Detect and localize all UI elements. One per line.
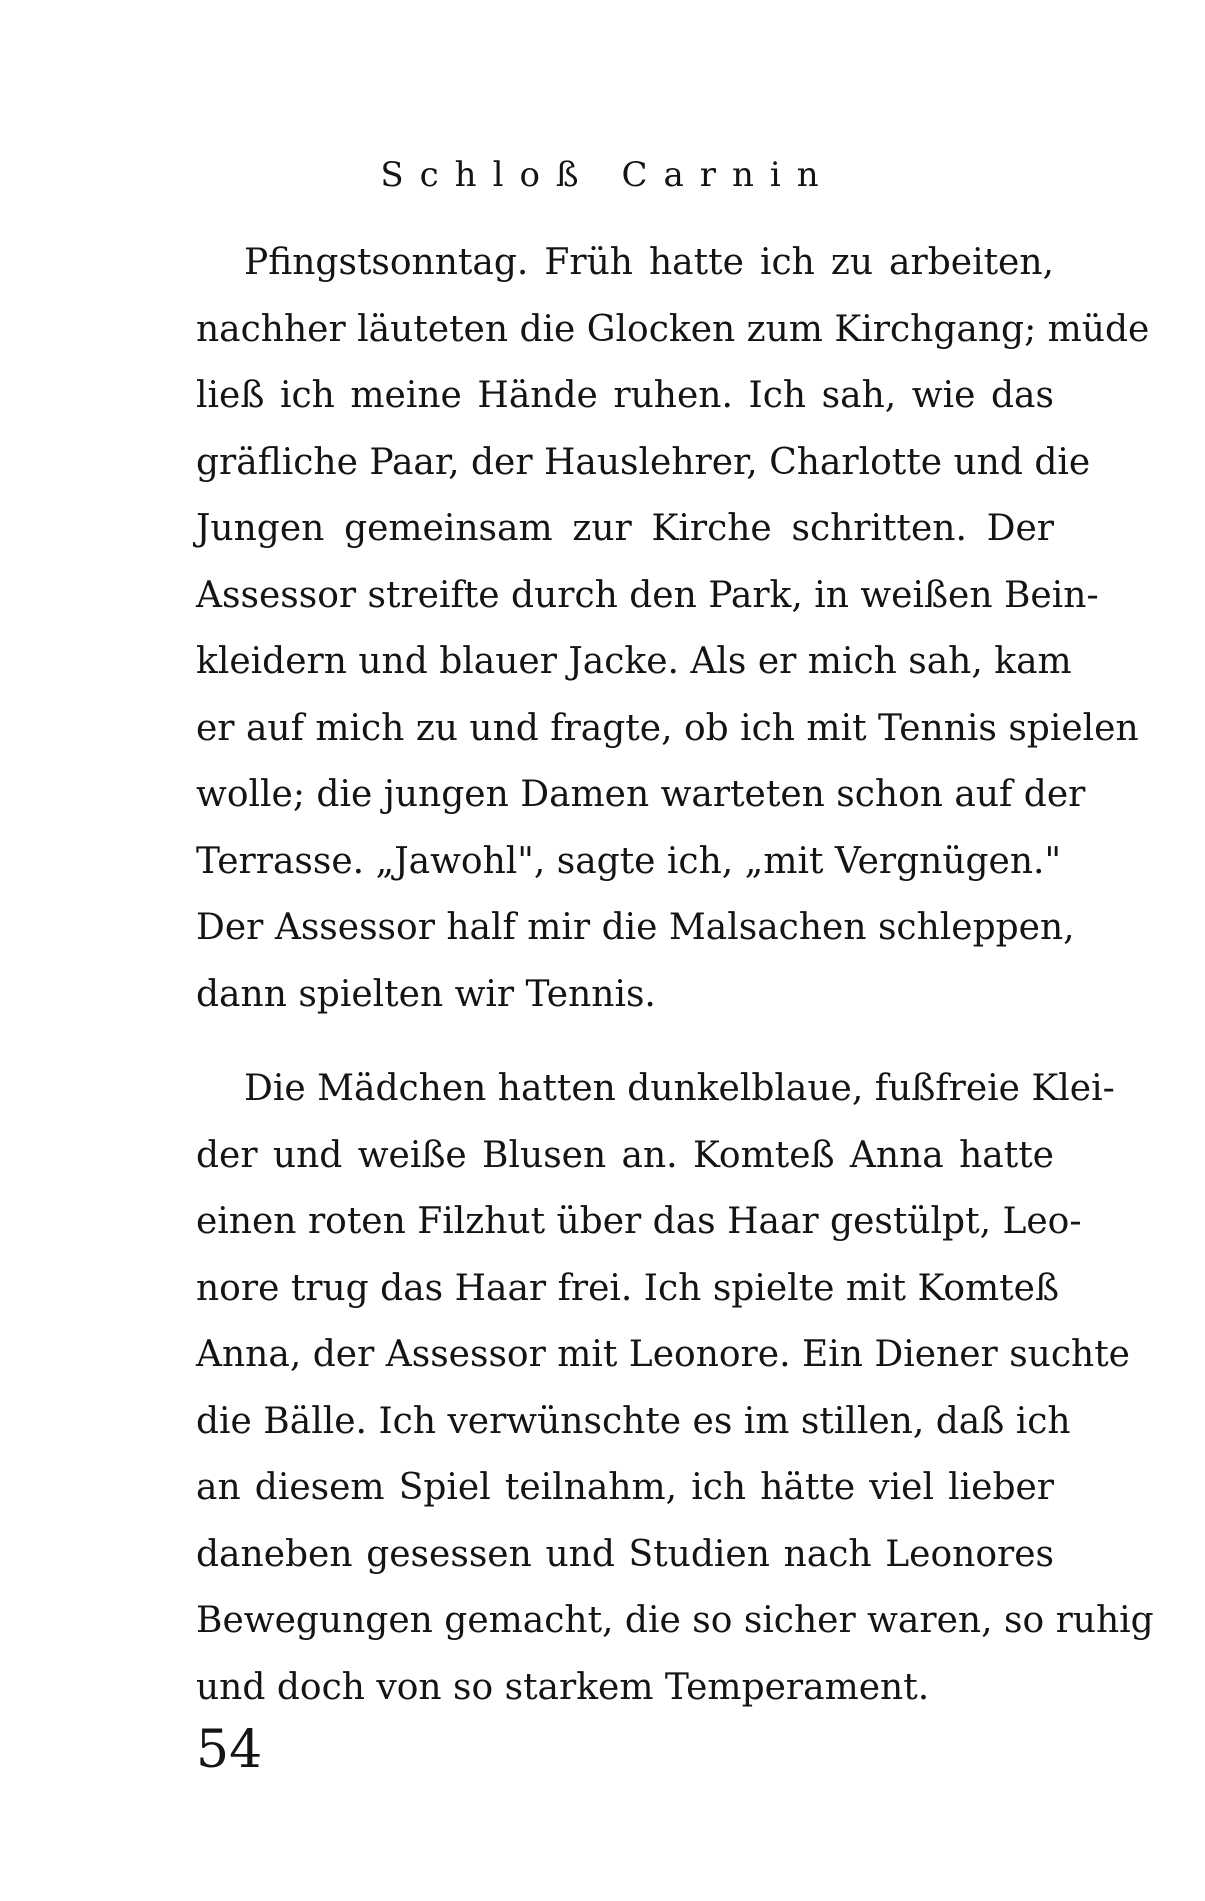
text-line: Jungen gemeinsam zur Kirche schritten. Der: [196, 508, 1054, 549]
text-line: an diesem Spiel teilnahm, ich hätte viel lieber: [196, 1467, 1054, 1508]
text-line: und doch von so starkem Temperament.: [196, 1666, 930, 1708]
text-line: gräfliche Paar, der Hauslehrer, Charlotte und die: [196, 441, 1091, 483]
text-line: Assessor streifte durch den Park, in weißen Bein-: [196, 574, 1099, 616]
text-line: Die Mädchen hatten dunkelblaue, fußfreie Klei-: [244, 1068, 1115, 1109]
text-line: wolle; die jungen Damen warteten schon auf der: [196, 774, 1086, 815]
paragraph-1: [196, 230, 1150, 1028]
text-line: Pfingstsonntag. Früh hatte ich zu arbeiten,: [244, 242, 1054, 283]
text-line: nachher läuteten die Glocken zum Kirchgang; müde: [196, 308, 1150, 350]
running-head: Schloß Carnin: [380, 155, 835, 195]
text-line: dann spielten wir Tennis.: [196, 973, 656, 1015]
paragraph-2: [196, 1056, 1154, 1721]
text-line: Der Assessor half mir die Malsachen schleppen,: [196, 907, 1075, 948]
page-number: 54: [196, 1720, 263, 1780]
text-line: die Bälle. Ich verwünschte es im stillen, daß ich: [196, 1400, 1071, 1442]
text-line: daneben gesessen und Studien nach Leonores: [196, 1533, 1054, 1575]
text-line: Bewegungen gemacht, die so sicher waren, so ruhig: [196, 1600, 1154, 1641]
text-line: er auf mich zu und fragte, ob ich mit Tennis spielen: [196, 707, 1139, 749]
text-line: nore trug das Haar frei. Ich spielte mit Komteß: [196, 1267, 1059, 1309]
text-line: ließ ich meine Hände ruhen. Ich sah, wie das: [196, 375, 1054, 416]
body-text: [196, 230, 1154, 1721]
text-line: einen roten Filzhut über das Haar gestülpt, Leo-: [196, 1201, 1082, 1242]
text-line: der und weiße Blusen an. Komteß Anna hatte: [196, 1134, 1054, 1176]
text-line: Anna, der Assessor mit Leonore. Ein Diener suchte: [196, 1334, 1130, 1375]
text-line: kleidern und blauer Jacke. Als er mich sah, kam: [196, 641, 1072, 682]
text-line: Terrasse. „Jawohl", sagte ich, „mit Vergnügen.": [196, 840, 1062, 882]
